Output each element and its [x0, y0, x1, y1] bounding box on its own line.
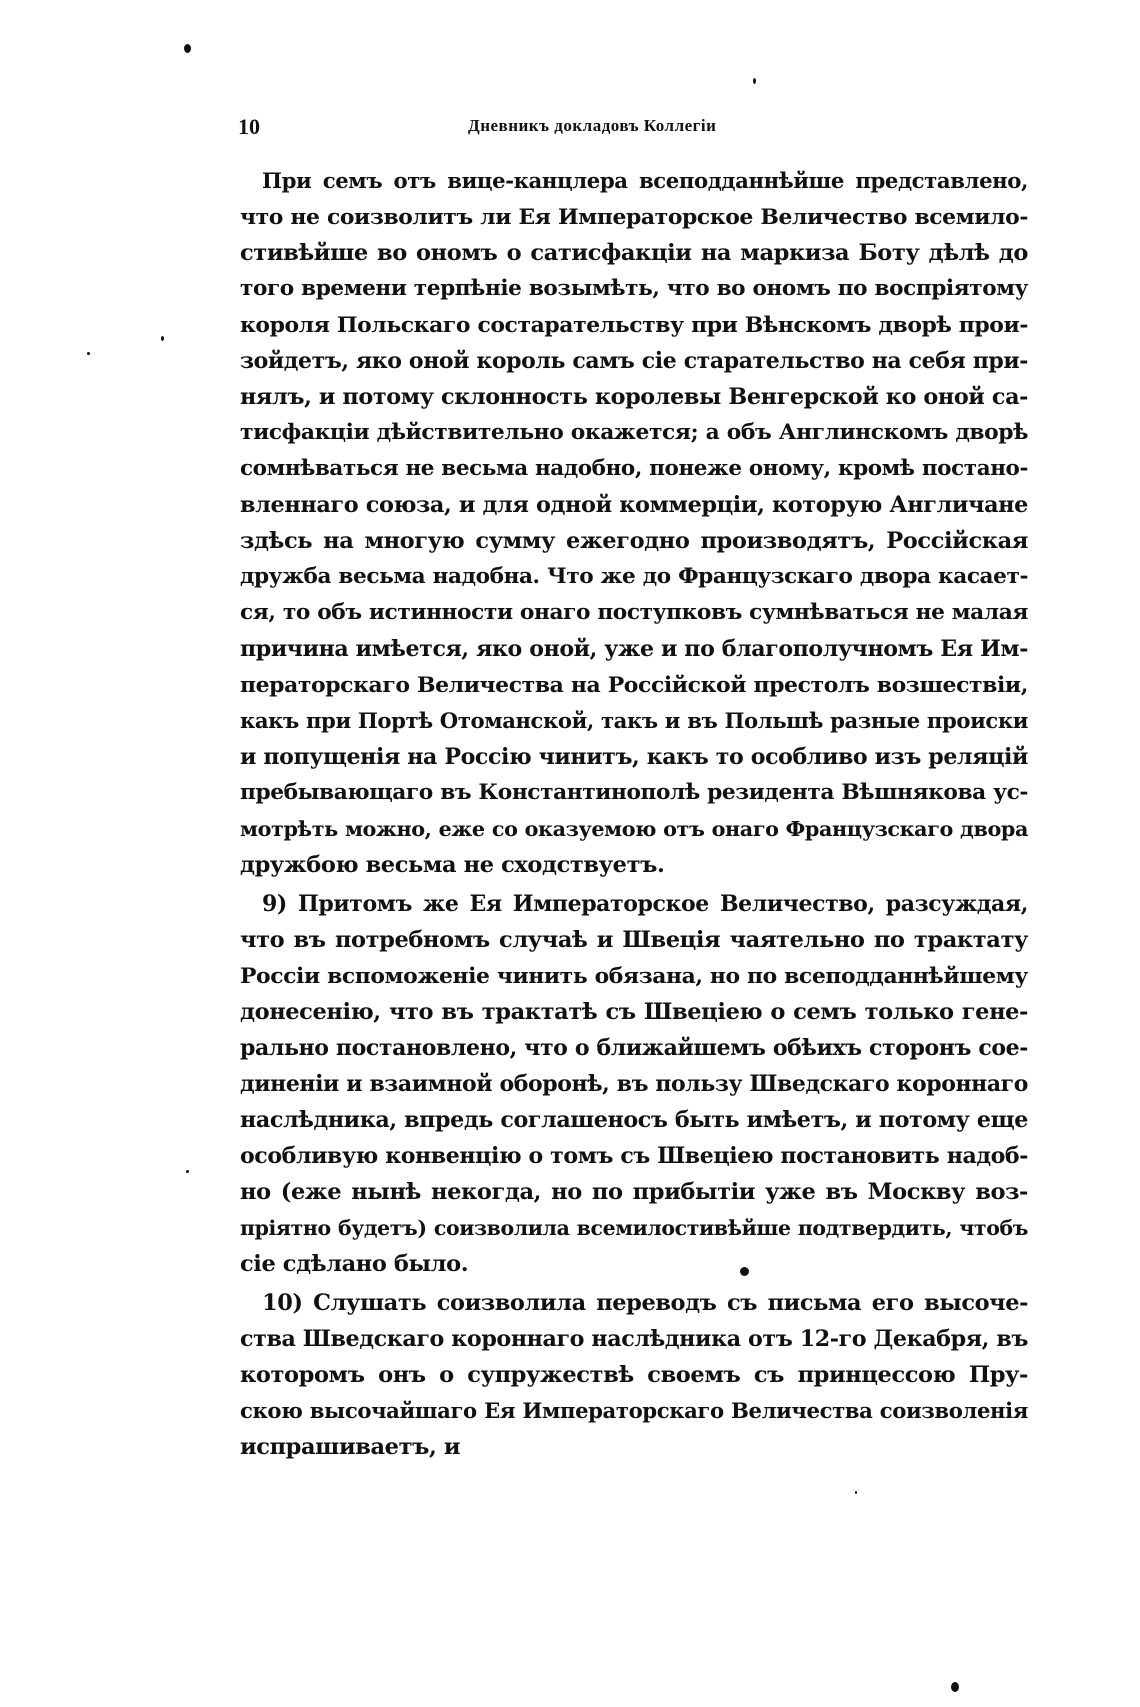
text-line: 10) Слушать соизволила переводъ съ письма его высоче-	[262, 1290, 1028, 1316]
text-line: 9) Притомъ же Ея Императорское Величество, разсуждая,	[262, 891, 1028, 917]
text-line: испрашиваетъ, и	[240, 1434, 461, 1460]
text-line: скою высочайшаго Ея Императорскаго Величества соизволенія	[240, 1398, 1028, 1423]
text-line: особливую конвенцію о томъ съ Швеціею постановить надоб-	[240, 1143, 1028, 1169]
running-title: Дневникъ докладовъ Коллегіи	[468, 116, 717, 135]
text-line: рально постановлено, что о ближайшемъ обѣихъ сторонъ сое-	[240, 1035, 1028, 1061]
text-line: При семъ отъ вице-канцлера всеподданнѣйше представлено,	[262, 168, 1028, 193]
text-line: того времени терпѣніе возымѣть, что во ономъ по воспріятому	[240, 276, 1028, 301]
text-line: тисфакціи дѣйствительно окажется; а объ Англинскомъ дворѣ	[240, 420, 1028, 445]
text-line: что не соизволитъ ли Ея Императорское Величество всемило-	[240, 204, 1028, 230]
text-line: сомнѣваться не весьма надобно, понеже оному, кромѣ постано-	[240, 456, 1028, 481]
text-line: короля Польскаго состарательству при Вѣнскомъ дворѣ прои-	[240, 312, 1028, 338]
ink-speck	[951, 1682, 959, 1692]
text-line: дружба весьма надобна. Что же до Французскаго двора касает-	[240, 564, 1028, 589]
text-line: дружбою весьма не сходствуетъ.	[240, 852, 665, 878]
text-line: ся, то объ истинности онаго поступковъ сумнѣваться не малая	[240, 600, 1028, 625]
text-line: ства Шведскаго короннаго наслѣдника отъ 12-го Декабря, въ	[240, 1326, 1028, 1352]
text-line: зойдетъ, яко оной король самъ сіе старательство на себя при-	[240, 348, 1028, 374]
text-line: мотрѣть можно, еже со оказуемою отъ онаго Французскаго двора	[240, 817, 1028, 841]
ink-speck	[855, 1491, 857, 1494]
text-line: пребывающаго въ Константинополѣ резидента Вѣшнякова ус-	[240, 780, 1028, 805]
text-line: пріятно будетъ) соизволила всемилостивѣйше подтвердить, чтобъ	[240, 1216, 1028, 1240]
page-number: 10	[238, 114, 260, 139]
paragraph-3	[240, 1285, 1028, 1465]
text-line: вленнаго союза, и для одной коммерціи, которую Англичане	[240, 492, 1028, 518]
body-text	[240, 163, 1028, 1468]
text-line: ператорскаго Величества на Россійской престолъ возшествіи,	[240, 672, 1028, 698]
text-line: какъ при Портѣ Отоманской, такъ и въ Польшѣ разные происки	[240, 708, 1028, 733]
text-line: причина имѣется, яко оной, уже и по благополучномъ Ея Им-	[240, 636, 1028, 662]
text-line: нялъ, и потому склонность королевы Венгерской ко оной са-	[240, 384, 1028, 410]
page-header	[238, 114, 1034, 144]
text-line: здѣсь на многую сумму ежегодно производятъ, Россійская	[240, 528, 1028, 554]
text-line: сіе сдѣлано было.	[240, 1251, 469, 1277]
text-line: которомъ онъ о супружествѣ своемъ съ принцессою Пру-	[240, 1362, 1028, 1388]
ink-speck	[87, 352, 90, 355]
text-line: но (еже нынѣ некогда, но по прибытіи уже въ Москву воз-	[240, 1179, 1028, 1205]
ink-speck	[184, 44, 191, 53]
ink-speck	[161, 336, 164, 341]
ink-speck	[753, 78, 756, 84]
text-line: донесенію, что въ трактатѣ съ Швеціею о семъ только гене-	[240, 999, 1028, 1025]
text-line: диненіи и взаимной оборонѣ, въ пользу Шведскаго короннаго	[240, 1071, 1028, 1097]
text-line: стивѣйше во ономъ о сатисфакціи на маркиза Боту дѣлѣ до	[240, 240, 1028, 266]
text-line: наслѣдника, впредь соглашеносъ быть имѣетъ, и потому еще	[240, 1107, 1028, 1133]
text-line: и попущенія на Россію чинитъ, какъ то особливо изъ реляцій	[240, 744, 1028, 770]
ink-speck	[186, 1170, 189, 1173]
paragraph-1	[240, 163, 1028, 883]
text-line: Россіи вспоможеніе чинить обязана, но по всеподданнѣйшему	[240, 963, 1028, 989]
text-line: что въ потребномъ случаѣ и Швеція чаятельно по трактату	[240, 927, 1028, 953]
paragraph-2	[240, 886, 1028, 1282]
